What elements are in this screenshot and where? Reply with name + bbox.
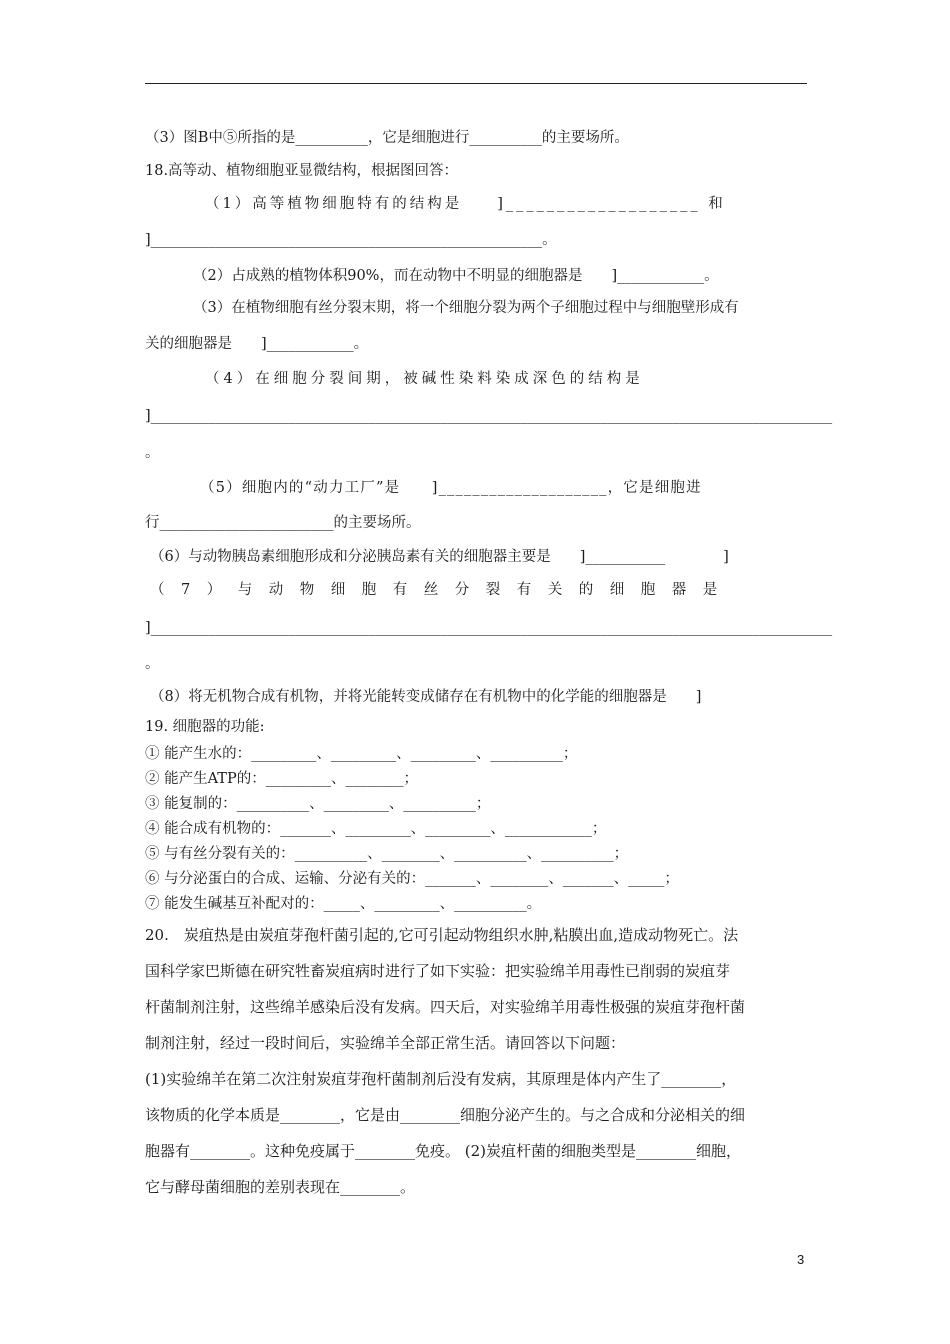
text-line: 。 bbox=[145, 656, 160, 672]
text-line: ]______________________________________________________________________________________________ bbox=[145, 620, 833, 636]
text-line: ⑦ 能发生碱基互补配对的：_____、_________、__________。 bbox=[145, 896, 542, 912]
text-line: （3）在植物细胞有丝分裂末期，将一个细胞分裂为两个子细胞过程中与细胞壁形成有 bbox=[193, 300, 739, 316]
text-line: ⑥ 与分泌蛋白的合成、运输、分泌有关的：_______、________、_______、_____； bbox=[145, 871, 679, 887]
text-line: （8）将无机物合成有机物，并将光能转变成储存在有机物中的化学能的细胞器是 ] bbox=[150, 689, 702, 705]
text-line: （2）占成熟的植物体积90%，而在动物中不明显的细胞器是 ]____________。 bbox=[193, 268, 719, 284]
text-line: 20. 炭疽热是由炭疽芽孢杆菌引起的,它可引起动物组织水肿,粘膜出血,造成动物死亡。法 bbox=[145, 926, 739, 944]
text-line: 杆菌制剂注射，这些绵羊感染后没有发病。四天后，对实验绵羊用毒性极强的炭疽芽孢杆菌 bbox=[145, 998, 746, 1016]
text-line: （4）在细胞分裂间期，被碱性染料染成深色的结构是 bbox=[205, 371, 644, 387]
text-line: 。 bbox=[145, 445, 160, 461]
text-line: 19. 细胞器的功能: bbox=[145, 719, 265, 735]
text-line: ② 能产生ATP的：_________、________； bbox=[145, 771, 418, 787]
header-rule bbox=[145, 83, 807, 84]
text-line: 国科学家巴斯德在研究牲畜炭疽病时进行了如下实验：把实验绵羊用毒性已削弱的炭疽芽 bbox=[145, 962, 731, 980]
text-line: ]______________________________________________________________________________________________ bbox=[145, 408, 833, 424]
text-line: ③ 能复制的：__________、_________、__________； bbox=[145, 796, 491, 812]
text-line: ⑤ 与有丝分裂有关的：__________、________、__________、__________； bbox=[145, 846, 629, 862]
text-line: (1)实验绵羊在第二次注射炭疽芽孢杆菌制剂后没有发病，其原理是体内产生了________， bbox=[145, 1070, 737, 1088]
text-line: （1）高等植物细胞特有的结构是 ]___________________ 和 bbox=[205, 196, 726, 212]
text-line: ① 能产生水的：_________、_________、_________、__________； bbox=[145, 746, 578, 762]
text-line: （6）与动物胰岛素细胞形成和分泌胰岛素有关的细胞器主要是 ]___________ ] bbox=[150, 549, 729, 565]
text-line: 胞器有________。这种免疫属于________免疫。 (2)炭疽杆菌的细胞类型是________细胞， bbox=[145, 1142, 742, 1160]
text-line: （7）与动物细胞有丝分裂有关的细胞器是 bbox=[150, 582, 734, 598]
text-line: （3）图B中⑤所指的是__________，它是细胞进行__________的主要场所。 bbox=[145, 130, 629, 146]
text-line: （5）细胞内的“动力工厂”是 ]____________________，它是细胞进 bbox=[200, 480, 702, 496]
text-line: 18.高等动、植物细胞亚显微结构，根据图回答： bbox=[145, 163, 459, 179]
text-line: 制剂注射，经过一段时间后，实验绵羊全部正常生活。请回答以下问题： bbox=[145, 1034, 626, 1052]
text-line: 关的细胞器是 ]____________。 bbox=[145, 336, 369, 352]
text-line: ]______________________________________________________。 bbox=[145, 232, 557, 248]
text-line: 它与酵母菌细胞的差别表现在________。 bbox=[145, 1178, 416, 1196]
text-line: 行________________________的主要场所。 bbox=[145, 515, 421, 531]
text-line: 该物质的化学本质是________，它是由________细胞分泌产生的。与之合成和分泌相关的细 bbox=[145, 1106, 746, 1124]
text-line: ④ 能合成有机物的：_______、_________、_________、____________； bbox=[145, 821, 607, 837]
page-number: 3 bbox=[797, 1252, 805, 1267]
